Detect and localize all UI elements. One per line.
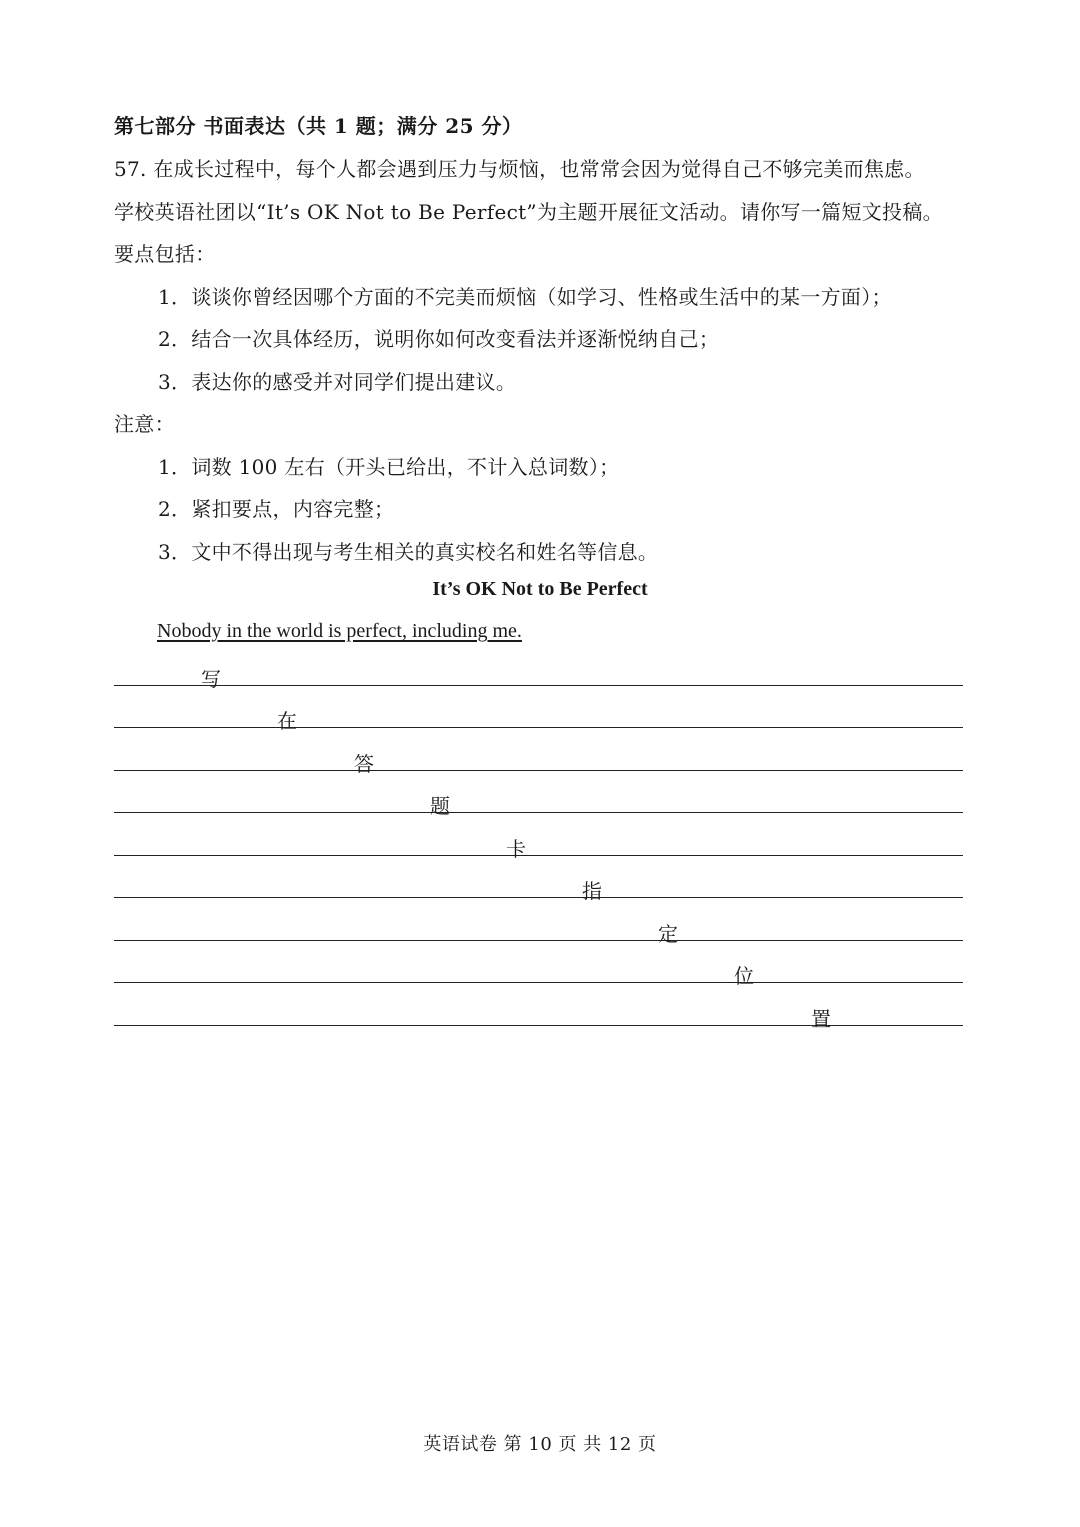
- writing-line: [114, 685, 963, 686]
- points-heading: 要点包括：: [114, 242, 216, 266]
- note-item-3: 3．文中不得出现与考生相关的真实校名和姓名等信息。: [158, 540, 659, 564]
- writing-line: [114, 940, 963, 941]
- writing-line-char: 答: [354, 752, 374, 776]
- note-item-1: 1．词数 100 左右（开头已给出，不计入总词数）；: [158, 455, 620, 479]
- writing-line-char: 卡: [506, 837, 526, 861]
- writing-line-char: 定: [658, 922, 678, 946]
- writing-line-char: 指: [582, 879, 602, 903]
- writing-line: [114, 770, 963, 771]
- point-item-2: 2．结合一次具体经历，说明你如何改变看法并逐渐悦纳自己；: [158, 327, 720, 351]
- note-item-2: 2．紧扣要点，内容完整；: [158, 497, 395, 521]
- writing-line: [114, 855, 963, 856]
- writing-line-char: 位: [734, 964, 754, 988]
- writing-line-char: 写: [201, 667, 221, 691]
- page-footer: 英语试卷 第 10 页 共 12 页: [423, 1434, 657, 1455]
- essay-opening-sentence: Nobody in the world is perfect, including me.: [157, 620, 522, 642]
- question-line-2: 学校英语社团以“It’s OK Not to Be Perfect”为主题开展征文活动。请你写一篇短文投稿。: [114, 200, 943, 224]
- writing-line: [114, 727, 963, 728]
- point-item-1: 1．谈谈你曾经因哪个方面的不完美而烦恼（如学习、性格或生活中的某一方面）；: [158, 285, 892, 309]
- writing-line-char: 题: [430, 794, 450, 818]
- writing-line-char: 在: [277, 709, 297, 733]
- writing-line: [114, 982, 963, 983]
- question-line-1: 57. 在成长过程中，每个人都会遇到压力与烦恼，也常常会因为觉得自己不够完美而焦虑。: [114, 157, 925, 181]
- point-item-3: 3．表达你的感受并对同学们提出建议。: [158, 370, 517, 394]
- essay-title: It’s OK Not to Be Perfect: [432, 578, 648, 600]
- notes-heading: 注意：: [114, 412, 175, 436]
- writing-line-char: 置: [811, 1007, 831, 1031]
- section-title: 第七部分 书面表达（共 1 题；满分 25 分）: [114, 114, 523, 138]
- writing-line: [114, 1025, 963, 1026]
- writing-line: [114, 812, 963, 813]
- writing-line: [114, 897, 963, 898]
